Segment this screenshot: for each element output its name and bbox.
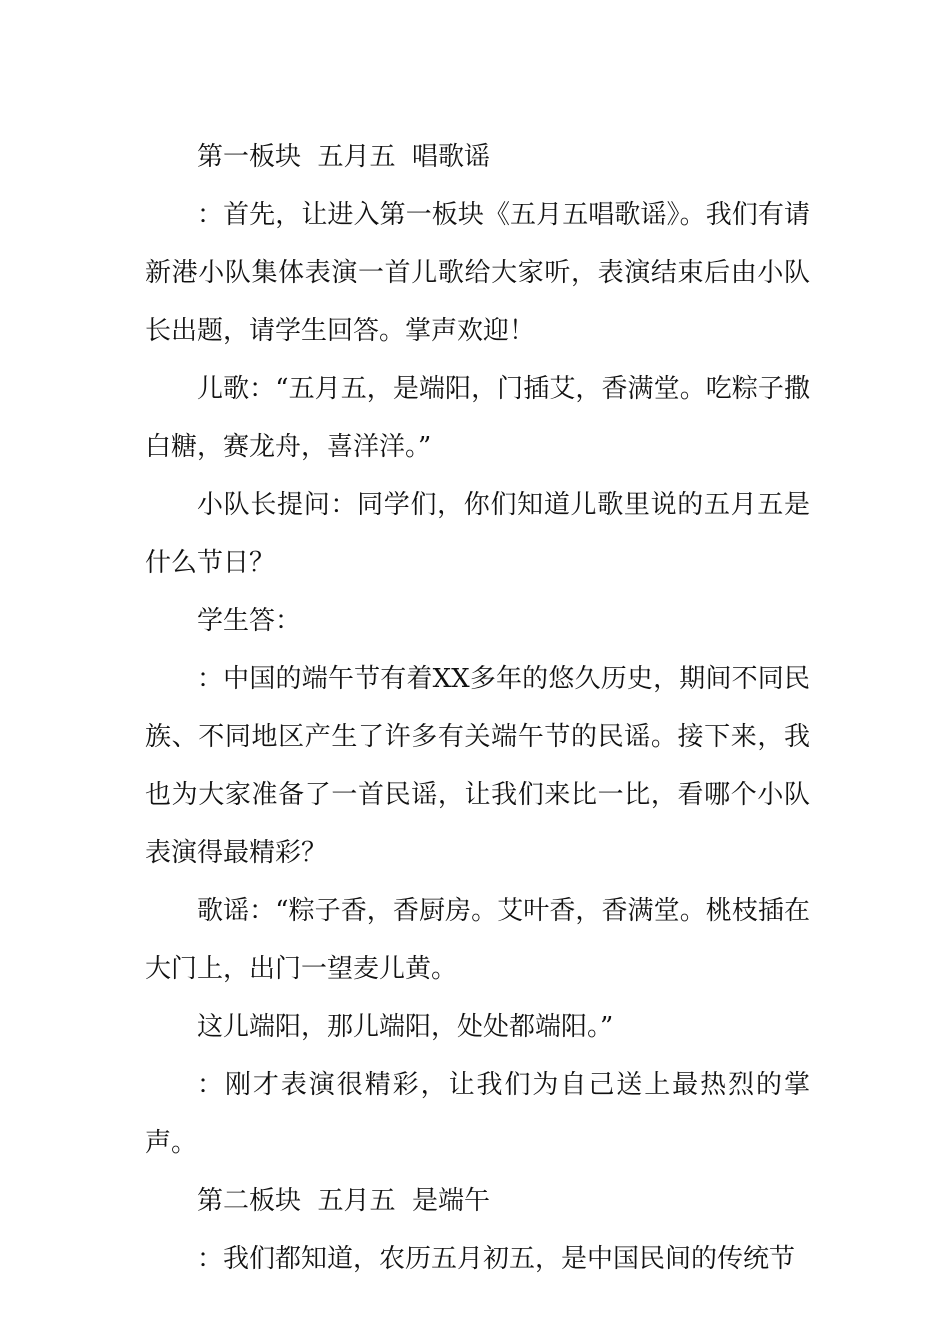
section-heading-2: 第二板块 五月五 是端午 bbox=[197, 1186, 491, 1216]
document-body bbox=[145, 128, 810, 1288]
host-folk-song-paragraph: ：中国的端午节有着XX多年的悠久历史，期间不同民族、不同地区产生了许多有关端午节的民谣。接下来，我也为大家准备了一首民谣，让我们来比一比，看哪个小队表演得最精彩？ bbox=[145, 664, 810, 868]
host-festival-paragraph: ：我们都知道，农历五月初五，是中国民间的传统节 bbox=[197, 1244, 796, 1274]
folk-song-paragraph: 歌谣：“粽子香，香厨房。艾叶香，香满堂。桃枝插在大门上，出门一望麦儿黄。 bbox=[145, 896, 810, 984]
section-heading-1: 第一板块 五月五 唱歌谣 bbox=[197, 142, 491, 172]
folk-song-ending-paragraph: 这儿端阳，那儿端阳，处处都端阳。” bbox=[197, 1012, 614, 1042]
student-answer-paragraph: 学生答： bbox=[197, 606, 302, 636]
leader-question-paragraph: 小队长提问：同学们，你们知道儿歌里说的五月五是什么节日？ bbox=[145, 490, 810, 578]
host-intro-paragraph: ：首先，让进入第一板块《五月五唱歌谣》。我们有请新港小队集体表演一首儿歌给大家听，表演结束后由小队长出题，请学生回答。掌声欢迎！ bbox=[145, 200, 810, 346]
nursery-rhyme-paragraph: 儿歌：“五月五，是端阳，门插艾，香满堂。吃粽子撒白糖，赛龙舟，喜洋洋。” bbox=[145, 374, 810, 462]
host-applause-paragraph: ：刚才表演很精彩，让我们为自己送上最热烈的掌声。 bbox=[145, 1070, 810, 1158]
